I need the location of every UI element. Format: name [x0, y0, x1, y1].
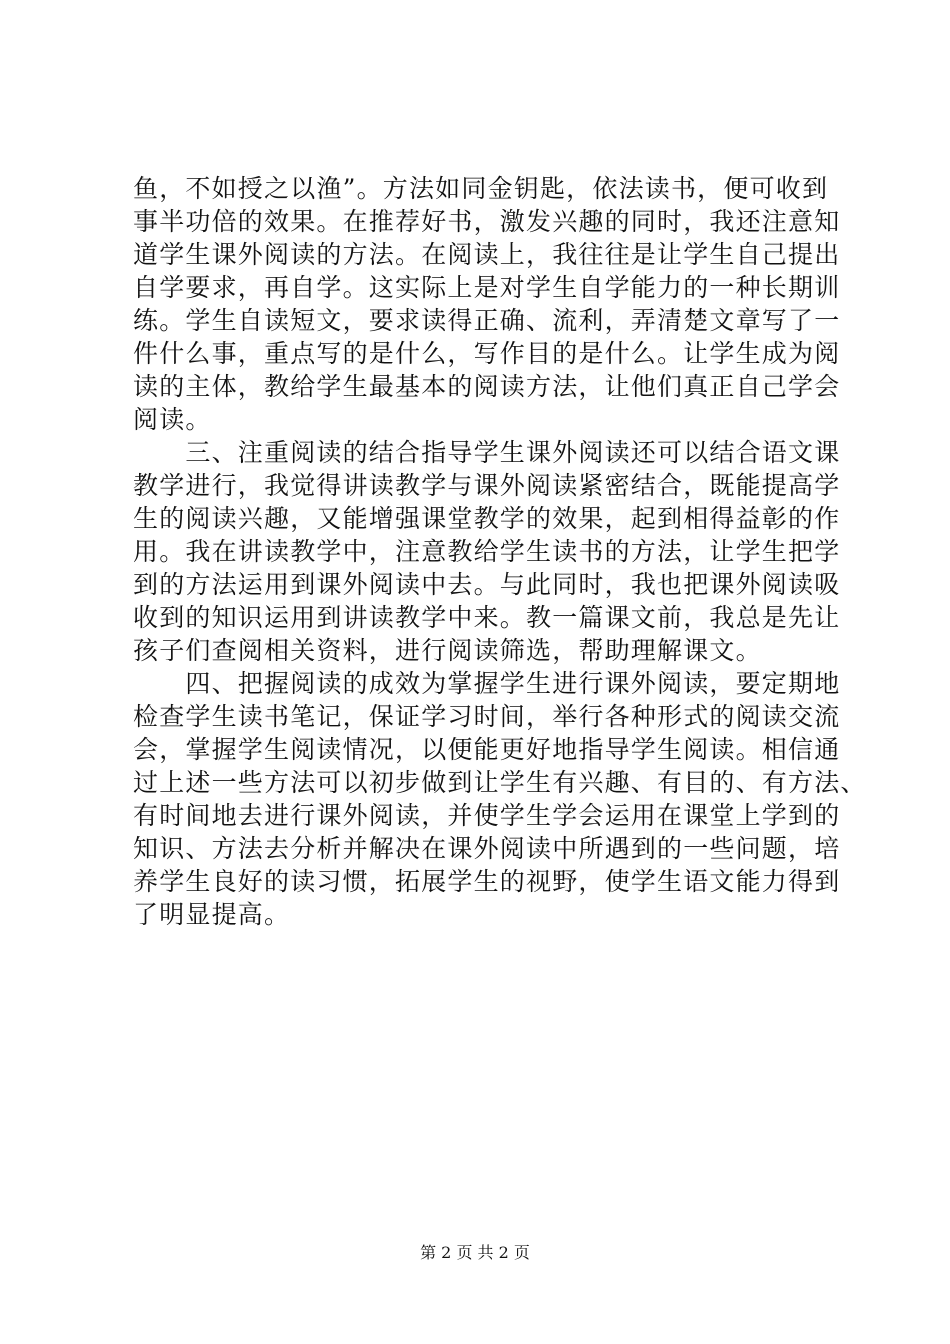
- text-line: 读的主体，教给学生最基本的阅读方法，让他们真正自己学会: [133, 372, 841, 401]
- text-line: 四、把握阅读的成效为掌握学生进行课外阅读，要定期地: [133, 669, 841, 698]
- text-line: 过上述一些方法可以初步做到让学生有兴趣、有目的、有方法、: [133, 768, 867, 797]
- text-line: 道学生课外阅读的方法。在阅读上，我往往是让学生自己提出: [133, 240, 841, 269]
- text-line: 阅读。: [133, 405, 212, 434]
- text-line: 三、注重阅读的结合指导学生课外阅读还可以结合语文课: [133, 438, 841, 467]
- text-line: 了明显提高。: [133, 900, 291, 929]
- text-line: 件什么事，重点写的是什么，写作目的是什么。让学生成为阅: [133, 339, 841, 368]
- text-line: 练。学生自读短文，要求读得正确、流利，弄清楚文章写了一: [133, 306, 841, 335]
- text-line: 用。我在讲读教学中，注意教给学生读书的方法，让学生把学: [133, 537, 841, 566]
- text-line: 生的阅读兴趣，又能增强课堂教学的效果，起到相得益彰的作: [133, 504, 841, 533]
- text-line: 养学生良好的读习惯，拓展学生的视野，使学生语文能力得到: [133, 867, 841, 896]
- text-line: 到的方法运用到课外阅读中去。与此同时，我也把课外阅读吸: [133, 570, 841, 599]
- text-line: 知识、方法去分析并解决在课外阅读中所遇到的一些问题，培: [133, 834, 841, 863]
- text-line: 孩子们查阅相关资料，进行阅读筛选，帮助理解课文。: [133, 636, 762, 665]
- page-footer: 第 2 页 共 2 页: [420, 1243, 530, 1262]
- text-line: 教学进行，我觉得讲读教学与课外阅读紧密结合，既能提高学: [133, 471, 841, 500]
- text-line: 收到的知识运用到讲读教学中来。教一篇课文前，我总是先让: [133, 603, 841, 632]
- text-line: 检查学生读书笔记，保证学习时间，举行各种形式的阅读交流: [133, 702, 841, 731]
- text-line: 有时间地去进行课外阅读，并使学生学会运用在课堂上学到的: [133, 801, 841, 830]
- body-text: [133, 172, 867, 931]
- text-line: 会，掌握学生阅读情况，以便能更好地指导学生阅读。相信通: [133, 735, 841, 764]
- text-line: 自学要求，再自学。这实际上是对学生自学能力的一种长期训: [133, 273, 841, 302]
- text-line: 鱼，不如授之以渔”。方法如同金钥匙，依法读书，便可收到: [133, 174, 829, 203]
- text-line: 事半功倍的效果。在推荐好书，激发兴趣的同时，我还注意知: [133, 207, 841, 236]
